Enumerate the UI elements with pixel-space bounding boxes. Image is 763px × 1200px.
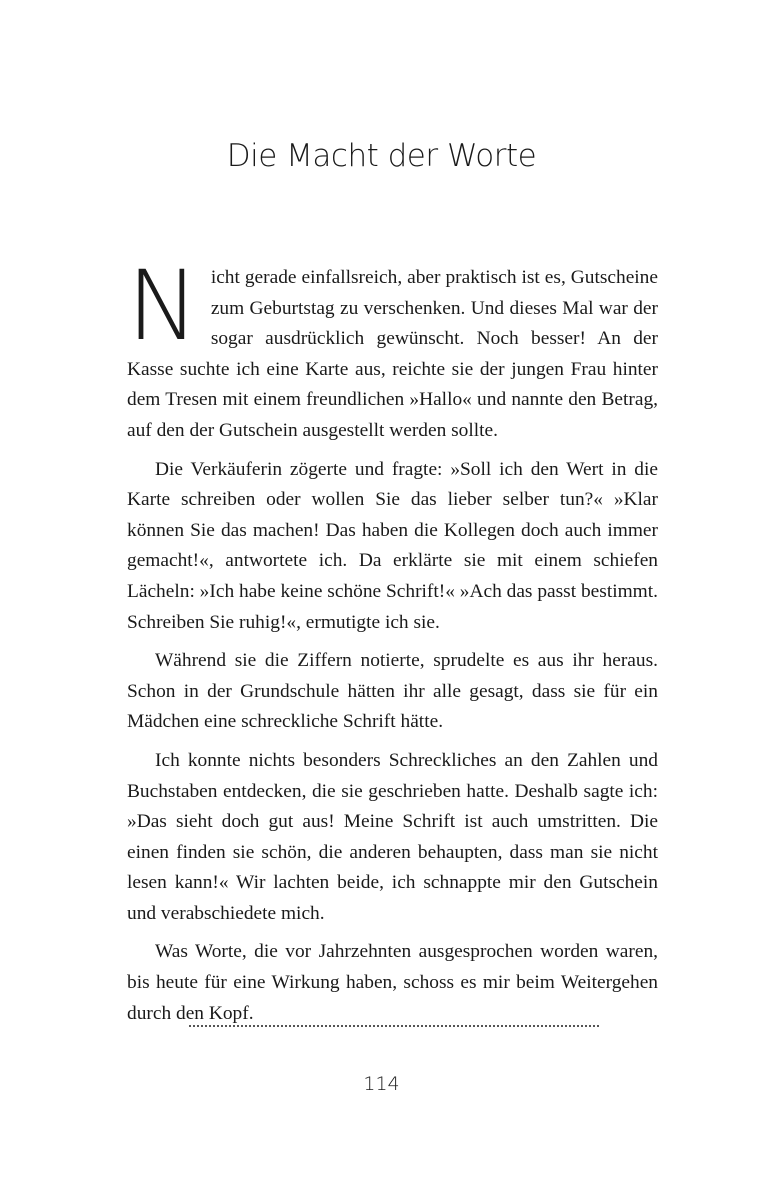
paragraph-5: Was Worte, die vor Jahrzehnten ausgesprochen worden waren, bis heute für eine Wirkung haben, schoss es mir beim Weitergehen durch den Kopf. — [127, 941, 658, 1024]
paragraph-4: Ich konnte nichts besonders Schreckliches an den Zahlen und Buchstaben entdecken, die sie geschrieben hatte. Deshalb sagte ich: »Das sieht doch gut aus! Meine Schrift ist auch umstritten. Die einen finden sie schön, die anderen behaupten, dass man sie nicht lesen kann!« Wir lachten beide, ich schnappte mir den Gutschein und verabschiedete mich. — [127, 749, 658, 924]
chapter-title: Die Macht der Worte — [226, 138, 537, 174]
chapter-body — [127, 250, 658, 1029]
drop-cap: N — [127, 250, 199, 362]
footer-dotted-rule — [189, 1025, 599, 1027]
paragraph-2: Die Verkäuferin zögerte und fragte: »Soll ich den Wert in die Karte schreiben oder wollen Sie das lieber selber tun?« »Klar können Sie das machen! Das haben die Kollegen doch auch immer gemacht!«, antwortete ich. Da erklärte sie mit einem schiefen Lächeln: »Ich habe keine schöne Schrift!« »Ach das passt bestimmt. Schreiben Sie ruhig!«, ermutigte ich sie. — [127, 458, 658, 633]
paragraph-1-text: icht gerade einfallsreich, aber praktisch ist es, Gutscheine zum Geburtstag zu verschenken. Und dieses Mal war der sogar ausdrücklich gewünscht. Noch besser! An der Kasse suchte ich eine Karte aus, reichte sie der jungen Frau hinter dem Tresen mit einem freundlichen »Hallo« und nannte den Betrag, auf den der Gutschein ausgestellt werden sollte. — [127, 267, 658, 441]
page-number: 114 — [363, 1073, 400, 1095]
paragraph-1 — [127, 250, 658, 447]
paragraph-3: Während sie die Ziffern notierte, sprudelte es aus ihr heraus. Schon in der Grundschule hätten ihr alle gesagt, dass sie für ein Mädchen eine schreckliche Schrift hätte. — [127, 650, 658, 733]
